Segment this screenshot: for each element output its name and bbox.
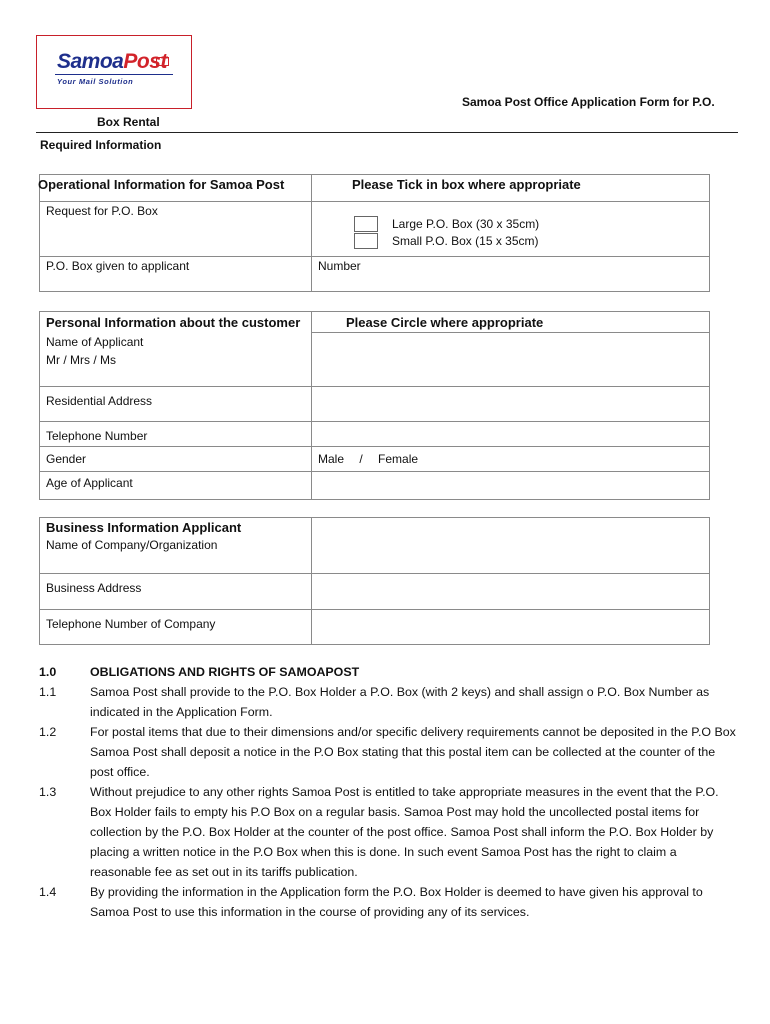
logo-tagline: Your Mail Solution xyxy=(57,77,134,86)
po-box-number-cell[interactable] xyxy=(312,257,710,292)
clause-number: 1.2 xyxy=(39,725,57,739)
operational-heading-cell xyxy=(40,175,312,202)
company-phone-label: Telephone Number of Company xyxy=(46,617,216,631)
required-info-label: Required Information xyxy=(40,138,162,152)
business-address-label-cell xyxy=(40,574,312,610)
business-heading-cell xyxy=(40,518,312,538)
operational-heading: Operational Information for Samoa Post xyxy=(38,177,285,192)
large-box-checkbox[interactable] xyxy=(354,216,378,232)
obligations-heading: OBLIGATIONS AND RIGHTS OF SAMOAPOST xyxy=(90,665,360,679)
clause-1-3 xyxy=(39,782,738,882)
clause-text: For postal items that due to their dimensions and/or specific delivery requirements cannot be deposited in the P.O Box Samoa Post shall deposit a notice in the P.O Box stating that this postal item can be collected at the counter of the post office. xyxy=(90,725,736,779)
circle-instruction: Please Circle where appropriate xyxy=(346,315,544,330)
company-name-label: Name of Company/Organization xyxy=(46,537,218,552)
gender-options-cell xyxy=(312,447,710,472)
age-label-cell xyxy=(40,472,312,500)
request-label-cell xyxy=(40,202,312,257)
obligations-section xyxy=(39,662,738,922)
request-po-box-label: Request for P.O. Box xyxy=(46,204,158,218)
applicant-name-field[interactable] xyxy=(312,333,710,387)
personal-heading-cell xyxy=(40,312,312,333)
small-box-checkbox[interactable] xyxy=(354,233,378,249)
small-box-label: Small P.O. Box (15 x 35cm) xyxy=(392,233,539,248)
gender-female-option[interactable]: Female xyxy=(378,452,419,466)
applicant-name-label-cell xyxy=(40,333,312,387)
business-info-table xyxy=(39,517,710,645)
personal-heading: Personal Information about the customer xyxy=(46,315,301,330)
logo-divider xyxy=(55,74,173,75)
operational-info-table xyxy=(39,174,710,292)
large-box-label: Large P.O. Box (30 x 35cm) xyxy=(392,216,540,231)
personal-info-table xyxy=(39,311,710,500)
residential-address-label-cell xyxy=(40,387,312,422)
form-title-line1: Samoa Post Office Application Form for P.O. xyxy=(462,95,715,109)
business-address-field[interactable] xyxy=(312,574,710,610)
business-address-label: Business Address xyxy=(46,581,142,595)
gender-male-option[interactable]: Male xyxy=(318,452,345,466)
clause-number: 1.4 xyxy=(39,885,57,899)
company-phone-label-cell xyxy=(40,610,312,645)
gender-separator: / xyxy=(359,452,363,466)
large-box-option xyxy=(354,215,703,232)
telephone-field[interactable] xyxy=(312,422,710,447)
applicant-name-label: Name of Applicant xyxy=(46,334,144,349)
clause-1-1 xyxy=(39,682,738,722)
clause-text: Samoa Post shall provide to the P.O. Box Holder a P.O. Box (with 2 keys) and shall assign o P.O. Box Number as indicated in the Application Form. xyxy=(90,685,710,719)
tick-instruction: Please Tick in box where appropriate xyxy=(352,177,581,192)
age-label: Age of Applicant xyxy=(46,476,133,490)
company-name-label-cell xyxy=(40,538,312,574)
form-title-line2: Box Rental xyxy=(97,115,160,129)
po-box-number-label: Number xyxy=(318,259,361,273)
telephone-label: Telephone Number xyxy=(46,429,148,443)
tick-instruction-cell xyxy=(312,175,710,202)
section-number: 1.0 xyxy=(39,665,57,679)
logo-wordmark: SamoaPost xyxy=(57,50,167,73)
title-divider xyxy=(36,132,738,133)
po-box-given-label-cell xyxy=(40,257,312,292)
box-size-options-cell xyxy=(312,202,710,257)
clause-number: 1.1 xyxy=(39,685,57,699)
clause-number: 1.3 xyxy=(39,785,57,799)
residential-address-field[interactable] xyxy=(312,387,710,422)
clause-1-4 xyxy=(39,882,738,922)
small-box-option xyxy=(354,232,703,249)
company-phone-field[interactable] xyxy=(312,610,710,645)
applicant-title-options[interactable]: Mr / Mrs / Ms xyxy=(46,352,116,367)
clause-1-2 xyxy=(39,722,738,782)
age-field[interactable] xyxy=(312,472,710,500)
business-heading: Business Information Applicant xyxy=(46,520,242,535)
company-name-field[interactable] xyxy=(312,518,710,574)
residential-address-label: Residential Address xyxy=(46,394,153,408)
circle-instruction-cell xyxy=(312,312,710,333)
telephone-label-cell xyxy=(40,422,312,447)
samoa-post-logo xyxy=(36,35,192,109)
clause-text: Without prejudice to any other rights Samoa Post is entitled to take appropriate measures in the event that the P.O. Box Holder fails to empty his P.O Box on a regular basis. Samoa Post may hold the uncollected postal items for collection by the P.O. Box Holder at the counter of the post office. Samoa Post shall inform the P.O. Box Holder by placing a written notice in the P.O Box when this is done. In such event Samoa Post has the right to claim a reasonable fee as set out in its tariffs publication. xyxy=(90,785,719,879)
gender-label: Gender xyxy=(46,452,87,466)
gender-label-cell xyxy=(40,447,312,472)
clause-text: By providing the information in the Application form the P.O. Box Holder is deemed to have given his approval to Samoa Post to use this information in the course of providing any of its services. xyxy=(90,885,703,919)
envelope-icon xyxy=(156,57,169,66)
po-box-given-label: P.O. Box given to applicant xyxy=(46,259,190,273)
obligations-heading-row xyxy=(39,662,738,682)
